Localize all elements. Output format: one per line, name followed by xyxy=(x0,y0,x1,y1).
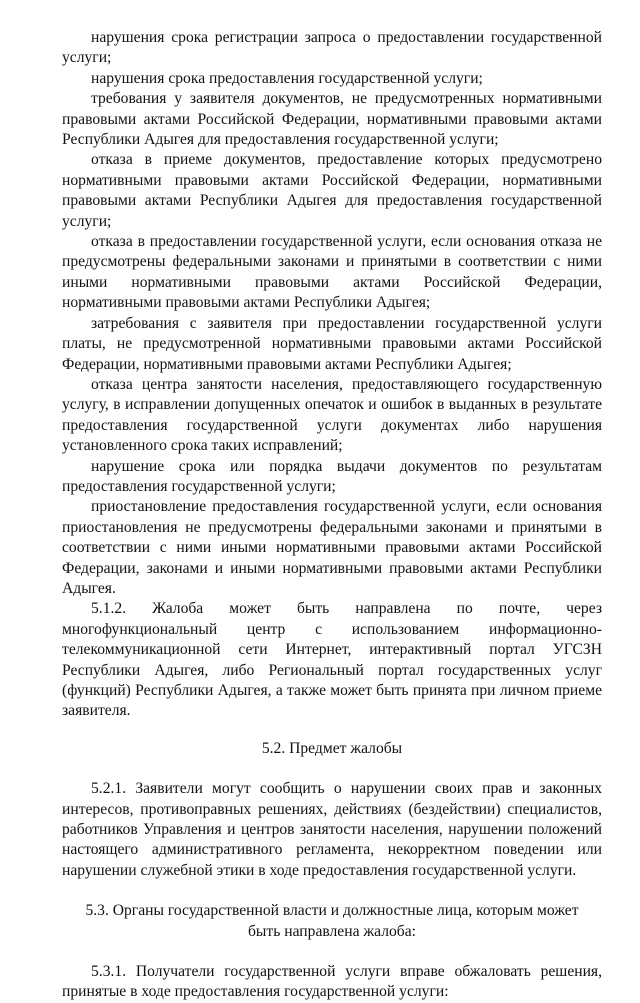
paragraph-suspension: приостановление предоставления государственной услуги, если основания приостановления не предусмотрены федеральными законами и принятыми в соответствии с ними иными нормативными правовыми актами Российской Федерации, законами и иными нормативными правовыми актами Республики Адыгея. xyxy=(62,498,602,597)
paragraph-refusal-service: отказа в предоставлении государственной услуги, если основания отказа не предусмотрены федеральными законами и принятыми в соответствии с ними иными нормативными правовыми актами Российской Федерации, нормативными правовыми актами Республики Адыгея; xyxy=(62,233,602,312)
section-heading-5-3-line2: быть направлена жалоба: xyxy=(248,922,416,940)
paragraph-refusal-acceptance: отказа в приеме документов, предоставление которых предусмотрено нормативными правовыми актами Российской Федерации, нормативными правовыми актами Республики Адыгея для предоставления государственной услуги; xyxy=(62,151,602,230)
section-heading-5-2: 5.2. Предмет жалобы xyxy=(261,739,403,757)
paragraph-5-3-1: 5.3.1. Получатели государственной услуги вправе обжаловать решения, принятые в ходе предоставления государственной услуги: xyxy=(62,963,602,1001)
paragraph-issuance-violation: нарушение срока или порядка выдачи документов по результатам предоставления государственной услуги; xyxy=(62,457,602,495)
paragraph-5-2-1: 5.2.1. Заявители могут сообщить о нарушении своих прав и законных интересов, противоправных решениях, действиях (бездействии) специалистов, работников Управления и центров занятости населения, нарушении положений настоящего административного регламента, некорректном поведении или нарушении служебной этики в ходе предоставления государственной услуги. xyxy=(62,780,602,879)
paragraph-fee-demand: затребования с заявителя при предоставлении государственной услуги платы, не предусмотренной нормативными правовыми актами Российской Федерации, нормативными правовыми актами Республики Адыгея; xyxy=(62,314,602,373)
paragraph-registration-deadline: нарушения срока регистрации запроса о предоставлении государственной услуги; xyxy=(62,29,602,67)
section-heading-5-3-line1: 5.3. Органы государственной власти и должностные лица, которым может xyxy=(85,902,579,920)
paragraph-service-deadline: нарушения срока предоставления государственной услуги; xyxy=(91,69,483,87)
paragraph-document-requirement: требования у заявителя документов, не предусмотренных нормативными правовыми актами Российской Федерации, нормативными правовыми актами Республики Адыгея для предоставления государственной услуги; xyxy=(62,90,602,149)
paragraph-correction-refusal: отказа центра занятости населения, предоставляющего государственную услугу, в исправлении допущенных опечаток и ошибок в выданных в результате предоставления государственной услуги документах либо нарушения установленного срока таких исправлений; xyxy=(62,375,602,455)
paragraph-5-1-2: 5.1.2. Жалоба может быть направлена по почте, через многофункциональный центр с использованием информационно-телекоммуникационной сети Интернет, интерактивный портал УГСЗН Республики Адыгея, либо Региональный портал государственных услуг (функций) Республики Адыгея, а также может быть принята при личном приеме заявителя. xyxy=(62,600,602,720)
